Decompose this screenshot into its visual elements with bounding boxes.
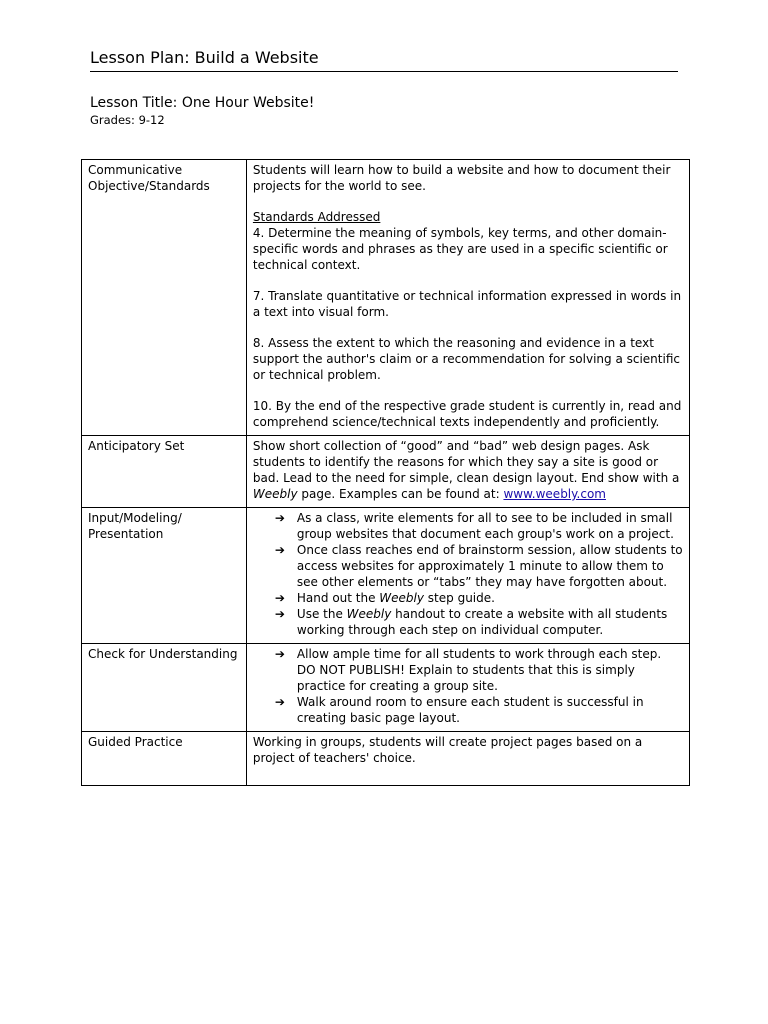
arrow-bullet-icon: ➔ xyxy=(274,591,285,605)
list-item-text: Use the xyxy=(296,607,347,621)
table-row xyxy=(82,732,690,786)
list-item-text: Hand out the xyxy=(296,591,380,605)
list-item xyxy=(275,694,683,726)
row-label: Communicative Objective/Standards xyxy=(82,160,247,436)
grades-label: Grades: 9-12 xyxy=(90,113,165,127)
anticipatory-text-end: page. Examples can be found at: xyxy=(297,487,504,501)
list-item xyxy=(275,646,683,694)
row-label: Guided Practice xyxy=(82,732,247,786)
list-item-text: handout to create a website with all students working through each step on individual computer. xyxy=(296,607,668,637)
row-label: Input/Modeling/ Presentation xyxy=(82,508,247,644)
row-content xyxy=(246,732,689,786)
list-item-text: Once class reaches end of brainstorm session, allow students to access websites for approximately 1 minute to allow them to see other elements or “tabs” they may have forgotten about. xyxy=(296,543,683,589)
row-content xyxy=(246,508,689,644)
document-title: Lesson Plan: Build a Website xyxy=(90,47,678,72)
table-row xyxy=(82,508,690,644)
weebly-emphasis: Weebly xyxy=(346,607,392,621)
standard-item: 7. Translate quantitative or technical information expressed in words in a text into visual form. xyxy=(252,289,682,319)
input-modeling-list xyxy=(253,510,683,638)
arrow-bullet-icon: ➔ xyxy=(274,647,285,661)
lesson-plan-table xyxy=(81,159,690,786)
list-item xyxy=(275,590,683,606)
lesson-title: Lesson Title: One Hour Website! xyxy=(90,95,315,111)
objective-text: Students will learn how to build a website and how to document their projects for the world to see. xyxy=(252,163,671,193)
standard-item: 10. By the end of the respective grade student is currently in, read and comprehend science/technical texts independently and proficiently. xyxy=(252,399,682,429)
arrow-bullet-icon: ➔ xyxy=(274,543,285,557)
weebly-emphasis: Weebly xyxy=(379,591,424,605)
arrow-bullet-icon: ➔ xyxy=(274,695,285,709)
table-row xyxy=(82,160,690,436)
row-label: Check for Understanding xyxy=(82,644,247,732)
arrow-bullet-icon: ➔ xyxy=(274,511,285,525)
table-row xyxy=(82,436,690,508)
list-item xyxy=(275,606,683,638)
list-item-text: As a class, write elements for all to see to be included in small group websites that document each group's work on a project. xyxy=(296,511,674,541)
row-label: Anticipatory Set xyxy=(82,436,247,508)
standard-item: 4. Determine the meaning of symbols, key terms, and other domain-specific words and phrases as they are used in a specific scientific or technical context. xyxy=(252,226,668,272)
weebly-link[interactable]: www.weebly.com xyxy=(503,487,606,501)
check-understanding-list xyxy=(253,646,683,726)
list-item-text: Allow ample time for all students to work through each step. DO NOT PUBLISH! Explain to students that this is simply practice for creating a group site. xyxy=(296,647,662,693)
table-row xyxy=(82,644,690,732)
list-item xyxy=(275,542,683,590)
row-content xyxy=(246,436,689,508)
row-content xyxy=(246,644,689,732)
guided-practice-text: Working in groups, students will create project pages based on a project of teachers' choice. xyxy=(252,735,643,765)
list-item xyxy=(275,510,683,542)
list-item-text: Walk around room to ensure each student is successful in creating basic page layout. xyxy=(296,695,644,725)
standards-block xyxy=(253,209,683,273)
standards-heading: Standards Addressed xyxy=(252,210,381,224)
standard-item: 8. Assess the extent to which the reasoning and evidence in a text support the author's claim or a recommendation for solving a scientific or technical problem. xyxy=(252,336,680,382)
arrow-bullet-icon: ➔ xyxy=(274,607,285,621)
list-item-text: step guide. xyxy=(423,591,495,605)
weebly-emphasis: Weebly xyxy=(252,487,298,501)
anticipatory-text: Show short collection of “good” and “bad” web design pages. Ask students to identify the reasons for which they say a site is good or bad. Lead to the need for simple, clean design layout. End show with a xyxy=(252,439,680,485)
row-content xyxy=(246,160,689,436)
